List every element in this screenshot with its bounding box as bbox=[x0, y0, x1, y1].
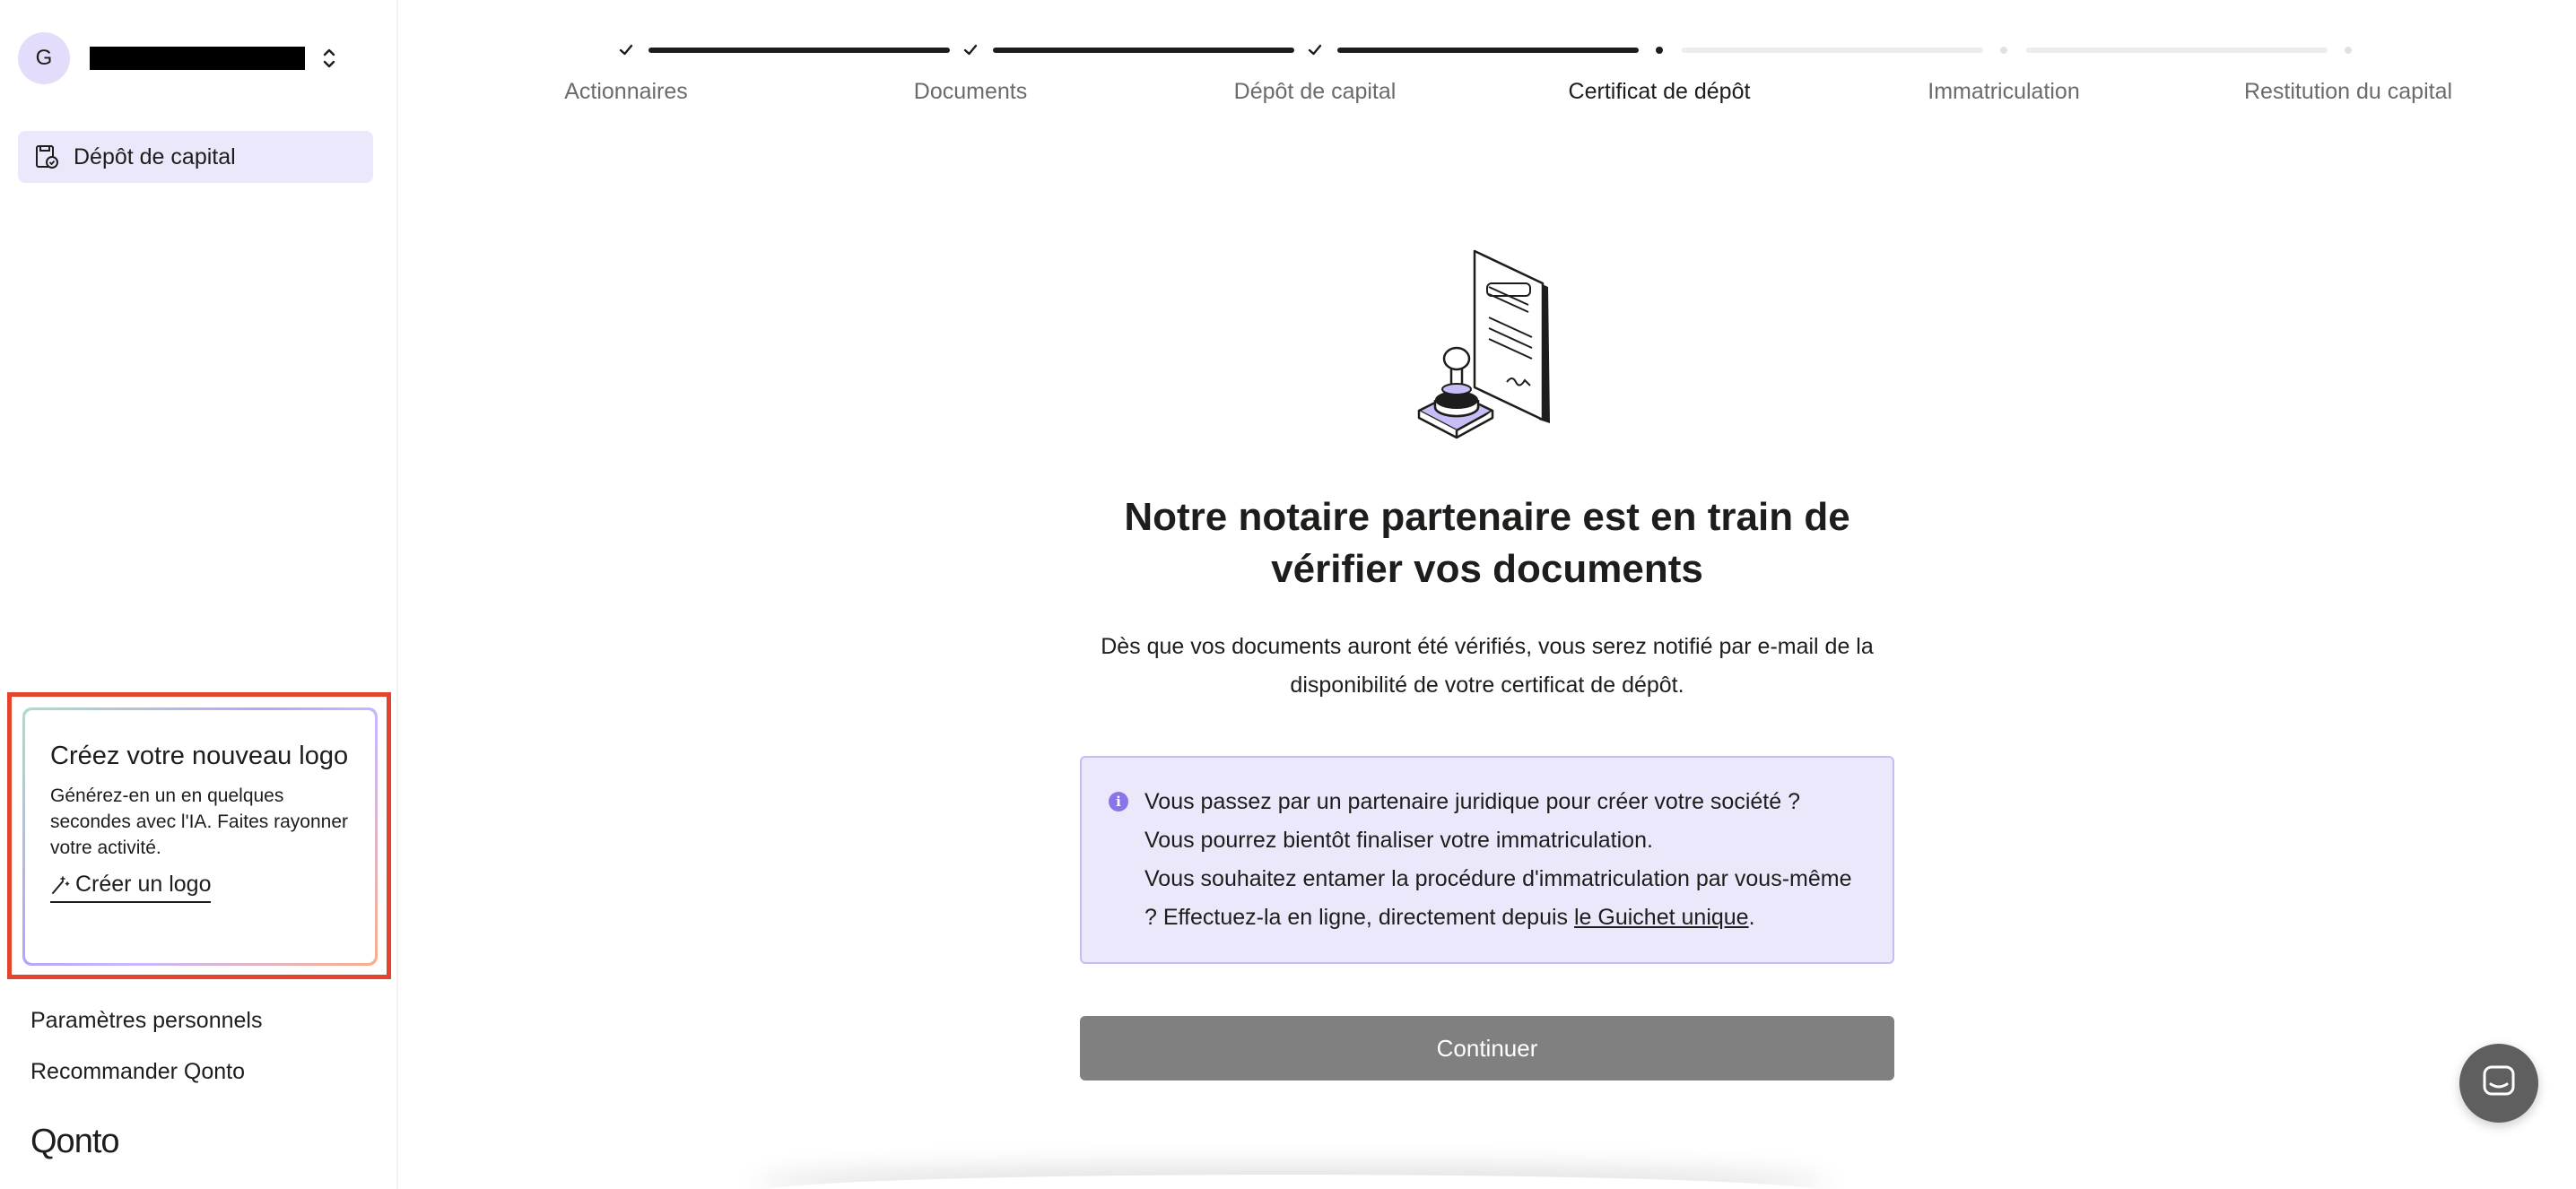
sidebar-item-label: Dépôt de capital bbox=[74, 143, 236, 169]
step-label-registration: Immatriculation bbox=[1928, 79, 2080, 104]
info-line: Vous pourrez bientôt finaliser votre immatriculation. bbox=[1144, 828, 1653, 853]
promo-text: Générez-en un en quelques secondes avec l'IA. Faites rayonner votre activité. bbox=[50, 785, 349, 858]
sidebar-item-capital-deposit[interactable] bbox=[18, 131, 373, 183]
info-icon: i bbox=[1109, 792, 1128, 811]
info-line: Vous souhaitez entamer la procédure d'immatriculation par vous-même ? Effectuez-la en ligne, directement depuis le Guichet unique. bbox=[1144, 866, 1852, 930]
logo-promo-card bbox=[22, 707, 378, 966]
pending-step-dot bbox=[1993, 39, 2015, 61]
capital-deposit-icon bbox=[30, 141, 63, 173]
step-connector bbox=[1682, 48, 1983, 53]
continue-button[interactable]: Continuer bbox=[1080, 1016, 1894, 1081]
check-icon bbox=[1304, 39, 1326, 61]
create-logo-link[interactable] bbox=[50, 872, 211, 903]
progress-stepper bbox=[400, 0, 2576, 117]
logo-promo-highlight bbox=[7, 692, 391, 979]
notary-stamp-document-icon bbox=[1415, 247, 1559, 445]
step-label-capital-return: Restitution du capital bbox=[2243, 79, 2453, 104]
chat-bubble-icon bbox=[2481, 1063, 2517, 1104]
info-text bbox=[1144, 783, 1857, 937]
step-label-capital-deposit: Dépôt de capital bbox=[1233, 79, 1397, 104]
organization-name-redacted bbox=[90, 47, 305, 70]
magic-wand-icon bbox=[50, 875, 70, 895]
step-label-deposit-certificate: Certificat de dépôt bbox=[1568, 79, 1751, 104]
step-label-documents: Documents bbox=[913, 79, 1028, 104]
page-description: Dès que vos documents auront été vérifiés, vous serez notifié par e-mail de la disponibilité de votre certificat de dépôt. bbox=[1101, 634, 1874, 698]
chat-support-button[interactable] bbox=[2459, 1044, 2538, 1123]
chevron-up-down-icon bbox=[321, 45, 337, 72]
promo-title: Créez votre nouveau logo bbox=[50, 742, 349, 770]
guichet-unique-link[interactable]: le Guichet unique bbox=[1574, 905, 1749, 930]
step-label-shareholders: Actionnaires bbox=[564, 79, 688, 104]
recommend-qonto-link[interactable]: Recommander Qonto bbox=[30, 1059, 246, 1084]
current-step-dot bbox=[1649, 39, 1670, 61]
organization-switcher[interactable] bbox=[18, 32, 337, 84]
qonto-logo: Qonto bbox=[30, 1123, 119, 1160]
legal-partner-info-box bbox=[1080, 756, 1894, 964]
check-icon bbox=[615, 39, 637, 61]
check-icon bbox=[960, 39, 981, 61]
page-title: Notre notaire partenaire est en train de vérifier vos documents bbox=[1124, 495, 1850, 591]
info-line: Vous passez par un partenaire juridique pour créer votre société ? bbox=[1144, 789, 1800, 814]
avatar bbox=[18, 32, 70, 84]
create-logo-label: Créer un logo bbox=[75, 872, 212, 897]
avatar-initial: G bbox=[35, 46, 53, 70]
step-connector bbox=[2026, 48, 2328, 53]
bottom-shadow bbox=[753, 1175, 1830, 1189]
pending-step-dot bbox=[2337, 39, 2359, 61]
step-connector bbox=[1337, 48, 1639, 53]
step-connector bbox=[993, 48, 1294, 53]
sidebar bbox=[0, 0, 398, 1189]
step-connector bbox=[648, 48, 950, 53]
personal-settings-link[interactable]: Paramètres personnels bbox=[30, 1008, 263, 1033]
